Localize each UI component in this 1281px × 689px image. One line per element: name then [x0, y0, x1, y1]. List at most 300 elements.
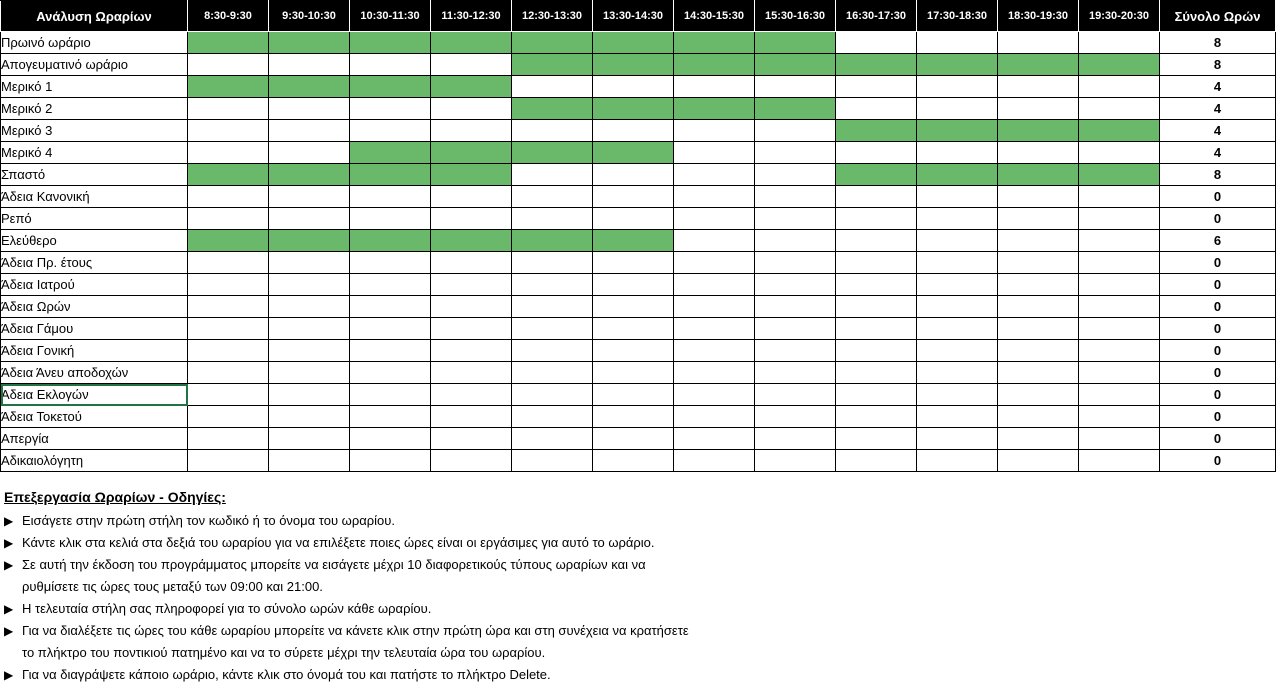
hour-cell[interactable] [188, 54, 269, 76]
hour-cell[interactable] [998, 76, 1079, 98]
hour-cell[interactable] [917, 208, 998, 230]
hour-cell[interactable] [431, 406, 512, 428]
hour-cell[interactable] [917, 428, 998, 450]
hour-cell[interactable] [674, 164, 755, 186]
hour-cell-selected[interactable] [350, 76, 431, 98]
hour-cell-selected[interactable] [269, 164, 350, 186]
hour-cell[interactable] [269, 186, 350, 208]
hour-cell[interactable] [998, 252, 1079, 274]
schedule-name-cell[interactable]: Απογευματινό ωράριο [1, 54, 188, 76]
schedule-row [1, 98, 1276, 120]
hour-cell[interactable] [269, 318, 350, 340]
hour-cell[interactable] [593, 340, 674, 362]
hour-cell[interactable] [431, 428, 512, 450]
hour-cell[interactable] [188, 186, 269, 208]
hour-cell[interactable] [188, 142, 269, 164]
hour-cell[interactable] [188, 296, 269, 318]
hour-cell-selected[interactable] [998, 164, 1079, 186]
triangle-right-icon: ▶ [4, 536, 14, 550]
schedule-name-cell[interactable]: Άδεια Γονική [1, 340, 188, 362]
hour-cell[interactable] [431, 98, 512, 120]
schedule-name-cell[interactable]: Άδεια Πρ. έτους [1, 252, 188, 274]
hour-cell[interactable] [1079, 296, 1160, 318]
hour-cell[interactable] [1079, 208, 1160, 230]
hour-cell-selected[interactable] [269, 230, 350, 252]
hour-cell[interactable] [674, 362, 755, 384]
hour-cell-selected[interactable] [755, 32, 836, 54]
schedule-name-cell[interactable]: Σπαστό [1, 164, 188, 186]
hour-cell[interactable] [674, 450, 755, 472]
hour-cell[interactable] [836, 76, 917, 98]
hour-cell[interactable] [917, 32, 998, 54]
hour-cell[interactable] [269, 450, 350, 472]
schedule-name-cell[interactable]: Άδεια Ωρών [1, 296, 188, 318]
hour-cell-selected[interactable] [755, 54, 836, 76]
hour-cell[interactable] [350, 384, 431, 406]
total-hours-cell: 4 [1160, 120, 1276, 142]
hour-cell[interactable] [998, 142, 1079, 164]
hour-cell[interactable] [512, 186, 593, 208]
hour-cell[interactable] [350, 54, 431, 76]
hour-header: 13:30-14:30 [593, 1, 674, 32]
schedule-name-cell[interactable]: Πρωινό ωράριο [1, 32, 188, 54]
hour-cell[interactable] [1079, 76, 1160, 98]
instructions-list [4, 510, 1274, 686]
hour-cell[interactable] [431, 384, 512, 406]
hour-cell[interactable] [350, 340, 431, 362]
hour-cell[interactable] [998, 428, 1079, 450]
hour-cell[interactable] [755, 186, 836, 208]
hour-cell[interactable] [836, 230, 917, 252]
hour-cell[interactable] [269, 296, 350, 318]
schedule-name-cell[interactable]: Άδεια Κανονική [1, 186, 188, 208]
hour-cell[interactable] [836, 318, 917, 340]
hour-cell-selected[interactable] [593, 32, 674, 54]
hour-cell[interactable] [431, 318, 512, 340]
total-hours-cell: 4 [1160, 76, 1276, 98]
schedule-name-cell[interactable]: Άδεια Εκλογών [1, 384, 188, 406]
hour-cell[interactable] [593, 164, 674, 186]
hour-cell[interactable] [269, 384, 350, 406]
hour-cell[interactable] [674, 142, 755, 164]
hour-cell-selected[interactable] [188, 164, 269, 186]
instruction-text: Σε αυτή την έκδοση του προγράμματος μπορείτε να εισάγετε μέχρι 10 διαφορετικούς τύπους ωραρίων και να ρυθμίσετε τις ώρες τους μεταξύ των 09:00 και 21:00. [22, 557, 646, 594]
hour-cell[interactable] [269, 208, 350, 230]
triangle-right-icon: ▶ [4, 558, 14, 572]
hour-cell-selected[interactable] [593, 54, 674, 76]
triangle-right-icon: ▶ [4, 624, 14, 638]
hour-cell[interactable] [512, 362, 593, 384]
hour-cell[interactable] [998, 230, 1079, 252]
hour-cell-selected[interactable] [593, 230, 674, 252]
hour-cell[interactable] [431, 208, 512, 230]
hour-cell-selected[interactable] [1079, 120, 1160, 142]
hour-cell[interactable] [755, 384, 836, 406]
hour-cell[interactable] [1079, 252, 1160, 274]
hour-cell-selected[interactable] [998, 54, 1079, 76]
hour-cell-selected[interactable] [512, 32, 593, 54]
instruction-item [4, 598, 1274, 620]
hour-cell-selected[interactable] [512, 230, 593, 252]
hour-cell[interactable] [512, 252, 593, 274]
hour-cell[interactable] [593, 384, 674, 406]
hour-cell[interactable] [269, 362, 350, 384]
hour-cell[interactable] [1079, 428, 1160, 450]
hour-cell-selected[interactable] [350, 32, 431, 54]
instruction-text: Η τελευταία στήλη σας πληροφορεί για το σύνολο ωρών κάθε ωραρίου. [22, 601, 432, 616]
schedule-row [1, 274, 1276, 296]
total-hours-cell: 8 [1160, 164, 1276, 186]
hour-cell[interactable] [1079, 340, 1160, 362]
hour-cell[interactable] [836, 296, 917, 318]
hour-cell[interactable] [755, 76, 836, 98]
hour-cell[interactable] [188, 318, 269, 340]
hour-cell[interactable] [836, 340, 917, 362]
hour-cell[interactable] [917, 450, 998, 472]
hour-cell-selected[interactable] [1079, 164, 1160, 186]
hour-cell-selected[interactable] [431, 164, 512, 186]
schedule-name-cell[interactable]: Μερικό 4 [1, 142, 188, 164]
hour-cell[interactable] [431, 186, 512, 208]
hour-cell[interactable] [350, 186, 431, 208]
hour-cell[interactable] [350, 208, 431, 230]
hour-cell[interactable] [755, 362, 836, 384]
hour-cell[interactable] [674, 406, 755, 428]
hour-cell-selected[interactable] [188, 32, 269, 54]
hour-cell[interactable] [269, 98, 350, 120]
triangle-right-icon: ▶ [4, 602, 14, 616]
hour-cell[interactable] [674, 274, 755, 296]
hour-cell[interactable] [593, 252, 674, 274]
hour-cell[interactable] [674, 76, 755, 98]
hour-cell[interactable] [755, 252, 836, 274]
hour-cell[interactable] [188, 340, 269, 362]
hour-cell[interactable] [998, 450, 1079, 472]
hour-cell[interactable] [1079, 142, 1160, 164]
hour-cell[interactable] [593, 318, 674, 340]
hour-cell[interactable] [755, 318, 836, 340]
schedule-name-cell[interactable]: Αδικαιολόγητη [1, 450, 188, 472]
hour-cell[interactable] [1079, 32, 1160, 54]
hour-cell[interactable] [512, 428, 593, 450]
hour-cell[interactable] [269, 406, 350, 428]
total-hours-cell: 0 [1160, 318, 1276, 340]
hour-cell[interactable] [188, 252, 269, 274]
hour-cell-selected[interactable] [593, 98, 674, 120]
hour-cell[interactable] [269, 340, 350, 362]
hour-cell[interactable] [431, 450, 512, 472]
hour-header: 15:30-16:30 [755, 1, 836, 32]
instruction-item [4, 664, 1274, 686]
hour-cell[interactable] [998, 406, 1079, 428]
instruction-item [4, 620, 1274, 664]
hour-cell[interactable] [917, 186, 998, 208]
hour-cell[interactable] [350, 252, 431, 274]
hour-cell[interactable] [269, 428, 350, 450]
hour-cell[interactable] [755, 340, 836, 362]
hour-cell[interactable] [431, 296, 512, 318]
hour-cell[interactable] [431, 274, 512, 296]
schedule-name-cell[interactable]: Άδεια Ιατρού [1, 274, 188, 296]
schedule-row [1, 318, 1276, 340]
schedule-row [1, 76, 1276, 98]
hour-cell[interactable] [350, 428, 431, 450]
hour-cell-selected[interactable] [1079, 54, 1160, 76]
hour-cell-selected[interactable] [269, 76, 350, 98]
hour-cell-selected[interactable] [350, 142, 431, 164]
hour-cell-selected[interactable] [917, 164, 998, 186]
hour-cell[interactable] [512, 340, 593, 362]
instruction-text: Εισάγετε στην πρώτη στήλη τον κωδικό ή το όνομα του ωραρίου. [22, 513, 395, 528]
hour-cell[interactable] [1079, 186, 1160, 208]
hour-cell-selected[interactable] [512, 142, 593, 164]
hour-cell[interactable] [188, 120, 269, 142]
hour-cell[interactable] [431, 252, 512, 274]
hour-cell-selected[interactable] [836, 54, 917, 76]
hour-cell[interactable] [998, 362, 1079, 384]
schedule-name-cell[interactable]: Ελεύθερο [1, 230, 188, 252]
hour-cell[interactable] [998, 186, 1079, 208]
hour-cell[interactable] [674, 340, 755, 362]
hour-cell[interactable] [836, 274, 917, 296]
hour-cell[interactable] [917, 98, 998, 120]
hour-cell[interactable] [1079, 450, 1160, 472]
hour-cell[interactable] [755, 450, 836, 472]
schedule-name-cell[interactable]: Άδεια Τοκετού [1, 406, 188, 428]
hour-cell[interactable] [755, 142, 836, 164]
schedule-row [1, 54, 1276, 76]
hour-cell[interactable] [917, 230, 998, 252]
hour-cell[interactable] [512, 120, 593, 142]
hour-cell[interactable] [593, 76, 674, 98]
hour-cell[interactable] [998, 318, 1079, 340]
hour-cell-selected[interactable] [674, 32, 755, 54]
hour-cell-selected[interactable] [431, 32, 512, 54]
hour-cell[interactable] [917, 76, 998, 98]
hour-cell[interactable] [836, 32, 917, 54]
hour-cell[interactable] [998, 384, 1079, 406]
hour-cell[interactable] [269, 54, 350, 76]
hour-cell[interactable] [512, 164, 593, 186]
hour-cell-selected[interactable] [998, 120, 1079, 142]
hour-cell[interactable] [431, 340, 512, 362]
hour-cell[interactable] [512, 208, 593, 230]
hour-cell[interactable] [755, 208, 836, 230]
schedule-row [1, 252, 1276, 274]
hour-cell[interactable] [593, 274, 674, 296]
schedule-name-cell[interactable]: Άδεια Γάμου [1, 318, 188, 340]
hour-cell[interactable] [836, 98, 917, 120]
hour-cell[interactable] [593, 186, 674, 208]
hour-cell-selected[interactable] [674, 98, 755, 120]
hour-cell[interactable] [593, 450, 674, 472]
hour-cell[interactable] [188, 428, 269, 450]
hour-cell[interactable] [431, 54, 512, 76]
hour-cell[interactable] [269, 120, 350, 142]
schedule-name-cell[interactable]: Άδεια Άνευ αποδοχών [1, 362, 188, 384]
schedule-name-cell[interactable]: Μερικό 2 [1, 98, 188, 120]
hour-cell-selected[interactable] [593, 142, 674, 164]
hour-cell-selected[interactable] [269, 32, 350, 54]
hour-cell[interactable] [350, 362, 431, 384]
hour-cell[interactable] [836, 428, 917, 450]
hour-cell[interactable] [917, 384, 998, 406]
hour-cell[interactable] [917, 406, 998, 428]
hour-cell[interactable] [917, 362, 998, 384]
hour-cell[interactable] [917, 296, 998, 318]
hour-cell[interactable] [188, 450, 269, 472]
hour-cell[interactable] [917, 340, 998, 362]
hour-cell[interactable] [836, 384, 917, 406]
hour-cell[interactable] [512, 384, 593, 406]
hour-cell[interactable] [512, 76, 593, 98]
hour-cell[interactable] [593, 406, 674, 428]
hour-cell[interactable] [836, 208, 917, 230]
hour-cell[interactable] [836, 252, 917, 274]
hour-cell-selected[interactable] [431, 76, 512, 98]
instructions-panel [4, 488, 1274, 686]
hour-cell[interactable] [512, 274, 593, 296]
instruction-item [4, 554, 1274, 598]
hour-cell[interactable] [188, 384, 269, 406]
total-hours-cell: 0 [1160, 296, 1276, 318]
hour-cell[interactable] [674, 252, 755, 274]
hour-cell[interactable] [431, 120, 512, 142]
hour-cell[interactable] [1079, 274, 1160, 296]
hour-cell[interactable] [269, 252, 350, 274]
hour-cell-selected[interactable] [917, 54, 998, 76]
hour-cell[interactable] [1079, 318, 1160, 340]
schedule-row [1, 208, 1276, 230]
hour-cell-selected[interactable] [674, 54, 755, 76]
hour-cell[interactable] [674, 318, 755, 340]
hour-cell-selected[interactable] [512, 54, 593, 76]
hour-cell[interactable] [674, 428, 755, 450]
schedule-row [1, 340, 1276, 362]
hour-cell-selected[interactable] [836, 164, 917, 186]
hour-cell[interactable] [674, 208, 755, 230]
hour-cell[interactable] [1079, 384, 1160, 406]
hour-cell[interactable] [512, 318, 593, 340]
hour-cell[interactable] [998, 98, 1079, 120]
hour-cell[interactable] [755, 296, 836, 318]
hour-cell[interactable] [917, 274, 998, 296]
hour-cell[interactable] [674, 230, 755, 252]
hour-cell-selected[interactable] [188, 76, 269, 98]
hour-cell[interactable] [674, 296, 755, 318]
hour-cell[interactable] [431, 362, 512, 384]
schedule-name-cell[interactable]: Ρεπό [1, 208, 188, 230]
triangle-right-icon: ▶ [4, 514, 14, 528]
hour-cell[interactable] [593, 296, 674, 318]
hour-cell[interactable] [512, 406, 593, 428]
hour-cell-selected[interactable] [755, 98, 836, 120]
hour-cell[interactable] [917, 142, 998, 164]
hour-cell[interactable] [188, 208, 269, 230]
hour-cell[interactable] [917, 252, 998, 274]
hour-cell[interactable] [1079, 98, 1160, 120]
hour-cell[interactable] [593, 362, 674, 384]
hour-cell[interactable] [836, 406, 917, 428]
hour-cell[interactable] [350, 450, 431, 472]
hour-cell[interactable] [350, 120, 431, 142]
hour-cell[interactable] [350, 98, 431, 120]
hour-cell-selected[interactable] [512, 98, 593, 120]
schedule-row [1, 230, 1276, 252]
hour-cell[interactable] [269, 142, 350, 164]
hour-cell[interactable] [593, 120, 674, 142]
hour-cell[interactable] [1079, 362, 1160, 384]
hour-cell[interactable] [755, 230, 836, 252]
instruction-item [4, 510, 1274, 532]
hour-cell-selected[interactable] [917, 120, 998, 142]
hour-header: 16:30-17:30 [836, 1, 917, 32]
total-hours-cell: 0 [1160, 406, 1276, 428]
hour-cell[interactable] [998, 32, 1079, 54]
hour-cell[interactable] [350, 274, 431, 296]
hour-cell-selected[interactable] [836, 120, 917, 142]
total-hours-cell: 0 [1160, 384, 1276, 406]
hour-cell[interactable] [1079, 406, 1160, 428]
schedule-row [1, 428, 1276, 450]
hour-cell[interactable] [755, 164, 836, 186]
schedule-name-cell[interactable]: Απεργία [1, 428, 188, 450]
hour-cell-selected[interactable] [188, 230, 269, 252]
schedule-row [1, 384, 1276, 406]
hour-cell[interactable] [755, 120, 836, 142]
hour-cell[interactable] [350, 296, 431, 318]
hour-cell[interactable] [350, 318, 431, 340]
hour-cell[interactable] [512, 450, 593, 472]
hour-cell[interactable] [188, 406, 269, 428]
hour-cell[interactable] [998, 296, 1079, 318]
hour-cell-selected[interactable] [350, 230, 431, 252]
hour-cell[interactable] [755, 406, 836, 428]
grid-title-header: Ανάλυση Ωραρίων [1, 1, 188, 32]
hour-cell[interactable] [998, 208, 1079, 230]
hour-cell[interactable] [188, 98, 269, 120]
hour-cell[interactable] [593, 428, 674, 450]
hour-cell[interactable] [755, 428, 836, 450]
schedule-name-cell[interactable]: Μερικό 1 [1, 76, 188, 98]
schedule-row [1, 406, 1276, 428]
hour-cell[interactable] [998, 340, 1079, 362]
hour-cell[interactable] [836, 142, 917, 164]
hour-cell[interactable] [593, 208, 674, 230]
hour-cell[interactable] [836, 186, 917, 208]
hour-cell-selected[interactable] [431, 230, 512, 252]
hour-cell[interactable] [350, 406, 431, 428]
hour-header: 8:30-9:30 [188, 1, 269, 32]
hour-cell[interactable] [188, 362, 269, 384]
hour-cell-selected[interactable] [431, 142, 512, 164]
hour-cell[interactable] [836, 362, 917, 384]
hour-cell[interactable] [674, 186, 755, 208]
hour-cell-selected[interactable] [350, 164, 431, 186]
hour-cell[interactable] [755, 274, 836, 296]
hour-cell[interactable] [269, 274, 350, 296]
hour-cell[interactable] [917, 318, 998, 340]
hour-cell[interactable] [188, 274, 269, 296]
hour-cell[interactable] [512, 296, 593, 318]
hour-cell[interactable] [674, 384, 755, 406]
hour-cell[interactable] [1079, 230, 1160, 252]
hour-cell[interactable] [998, 274, 1079, 296]
hour-cell[interactable] [674, 120, 755, 142]
hour-header: 14:30-15:30 [674, 1, 755, 32]
hour-cell[interactable] [836, 450, 917, 472]
schedule-name-cell[interactable]: Μερικό 3 [1, 120, 188, 142]
